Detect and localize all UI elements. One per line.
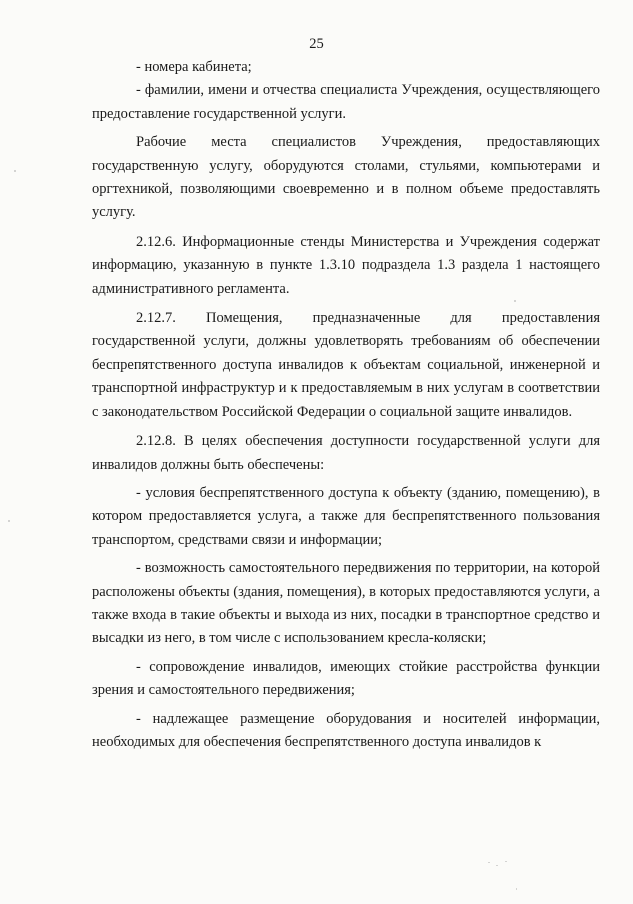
paragraph-clause-2-12-6: 2.12.6. Информационные стенды Министерства и Учреждения содержат информацию, указанную в пункте 1.3.10 подраздела 1.3 раздела 1 настоящего административного регламента. xyxy=(92,233,600,297)
scan-speck xyxy=(496,865,498,866)
list-item: - фамилии, имени и отчества специалиста Учреждения, осуществляющего предоставление государственной услуги. xyxy=(92,82,600,122)
list-item: - надлежащее размещение оборудования и носителей информации, необходимых для обеспечения беспрепятственного доступа инвалидов к xyxy=(92,710,600,750)
paragraph: Рабочие места специалистов Учреждения, предоставляющих государственную услугу, оборудуются столами, стульями, компьютерами и оргтехникой, позволяющими своевременно и в полном объеме предоставлять услугу. xyxy=(92,134,600,221)
paragraph-clause-2-12-7: 2.12.7. Помещения, предназначенные для предоставления государственной услуги, должны удовлетворять требованиям об обеспечении беспрепятственного доступа инвалидов к объектам социальной, инженерной и транспортной инфраструктур и к предоставляемым в них услугам в соответствии с законодательством Российской Федерации о социальной защите инвалидов. xyxy=(92,310,600,420)
document-body xyxy=(92,56,600,754)
scan-speck xyxy=(488,862,490,863)
scan-speck xyxy=(516,888,517,890)
list-item: - сопровождение инвалидов, имеющих стойкие расстройства функции зрения и самостоятельного передвижения; xyxy=(92,658,600,699)
list-item: - условия беспрепятственного доступа к объекту (зданию, помещению), в котором предоставляется услуга, а также для беспрепятственного пользования транспортом, средствами связи и информации; xyxy=(92,484,600,548)
list-item: - номера кабинета; xyxy=(136,59,252,75)
paragraph-clause-2-12-8: 2.12.8. В целях обеспечения доступности государственной услуги для инвалидов должны быть обеспечены: xyxy=(92,433,600,473)
scan-speck xyxy=(505,861,507,862)
scan-speck xyxy=(514,300,516,302)
page-number: 25 xyxy=(309,36,324,52)
scan-speck xyxy=(8,520,10,522)
list-item: - возможность самостоятельного передвижения по территории, на которой расположены объекты (здания, помещения), в которых предоставляются услуги, а также входа в такие объекты и выхода из них, посадки в транспортное средство и высадки из него, в том числе с использованием кресла-коляски; xyxy=(92,560,600,647)
scan-speck xyxy=(14,170,16,172)
